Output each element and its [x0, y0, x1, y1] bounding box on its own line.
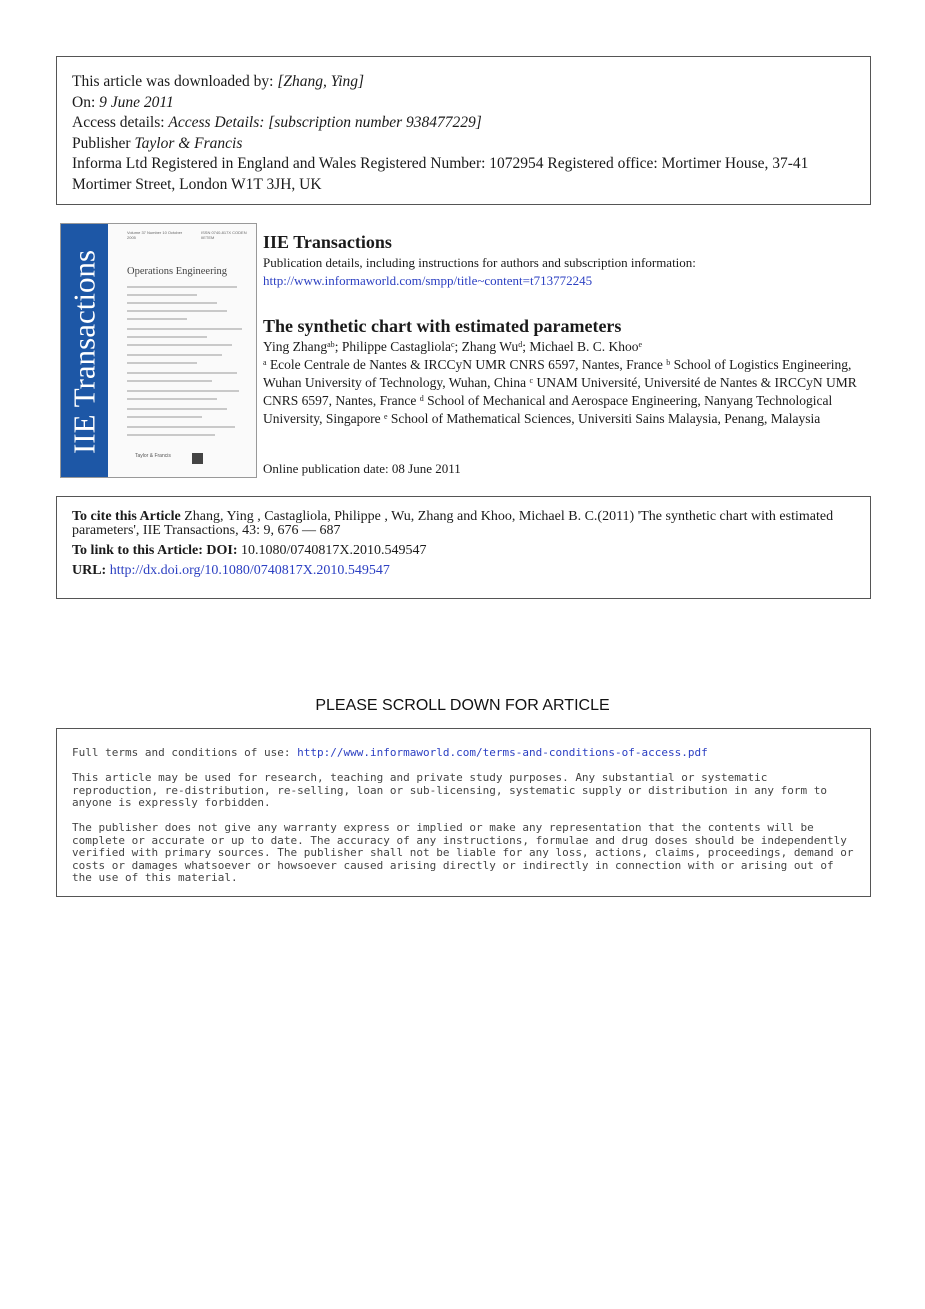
doi-label: To link to this Article: DOI: — [72, 543, 238, 558]
citation-box — [56, 496, 871, 599]
terms-url-link[interactable]: http://www.informaworld.com/terms-and-conditions-of-access.pdf — [297, 746, 708, 759]
cover-text-line — [127, 344, 232, 346]
article-url-link[interactable]: http://dx.doi.org/10.1080/0740817X.2010.549547 — [106, 563, 390, 578]
scroll-notice: PLEASE SCROLL DOWN FOR ARTICLE — [315, 697, 610, 714]
cover-text-line — [127, 434, 215, 436]
download-info-box — [56, 56, 871, 205]
article-title: The synthetic chart with estimated parameters — [263, 316, 622, 336]
author-separator: ; — [522, 339, 530, 354]
author-separator: ; — [454, 339, 462, 354]
url-line — [72, 564, 855, 578]
access-details-line — [72, 113, 855, 134]
cite-line — [72, 510, 855, 538]
author-separator: ; — [334, 339, 342, 354]
downloaded-by-value: [Zhang, Ying] — [277, 73, 365, 90]
cover-text-line — [127, 294, 197, 296]
cover-issn-line: ISSN 0740-817X CODEN IIETEM — [201, 230, 247, 240]
affiliation-text: Ecole Centrale de Nantes & IRCCyN UMR CNRS 6597, Nantes, France — [266, 357, 667, 372]
download-date-value: 9 June 2011 — [99, 93, 174, 111]
author-list — [263, 338, 863, 356]
cover-text-line — [127, 336, 207, 338]
terms-paragraph-1: This article may be used for research, teaching and private study purposes. Any substantial or systematic reproduction, re-distribution, re-selling, loan or sub-licensing, systematic supply or distribution in any form to anyone is expressly forbidden. — [72, 771, 827, 809]
download-date-label: On: — [72, 93, 96, 111]
affiliation-text: School of Logistics Engineering, Wuhan University of Technology, Wuhan, China — [263, 357, 852, 390]
cover-text-line — [127, 318, 187, 320]
affiliation-text: School of Mathematical Sciences, Universiti Sains Malaysia, Penang, Malaysia — [387, 411, 821, 426]
terms-box — [56, 728, 871, 897]
url-label: URL: — [72, 563, 107, 578]
author-sup: c — [450, 340, 455, 349]
affiliation-text: UNAM Université, Université de Nantes & IRCCyN UMR CNRS 6597, Nantes, France — [263, 375, 857, 408]
journal-cover-image — [60, 223, 257, 478]
cover-heading: Operations Engineering — [127, 266, 228, 277]
doi-value: 10.1080/0740817X.2010.549547 — [237, 543, 427, 558]
journal-url-link[interactable]: http://www.informaworld.com/smpp/title~content=t713772245 — [263, 273, 593, 288]
access-details-value: Access Details: [subscription number 938477229] — [168, 114, 482, 131]
downloaded-by-line — [72, 72, 855, 93]
author-name: Philippe Castagliola — [341, 339, 451, 354]
article-info — [263, 314, 863, 428]
cover-spine-title: IIE Transactions — [66, 249, 102, 455]
access-details-label: Access details: — [72, 114, 165, 131]
publication-details: Publication details, including instructions for authors and subscription information: — [263, 255, 696, 270]
publisher-line — [72, 134, 855, 155]
online-publication-date: Online publication date: 08 June 2011 — [263, 461, 461, 476]
affiliation-sup: a — [263, 358, 267, 367]
publisher-label: Publisher — [72, 134, 131, 152]
cover-text-line — [127, 380, 212, 382]
journal-info — [263, 230, 863, 290]
cover-text-line — [127, 372, 237, 374]
author-name: Michael B. C. Khoo — [529, 339, 639, 354]
publisher-value: Taylor & Francis — [134, 134, 243, 152]
affiliation-sup: c — [529, 376, 534, 385]
cover-text-line — [127, 416, 202, 418]
cover-text-line — [127, 398, 217, 400]
author-name: Ying Zhang — [263, 339, 328, 354]
affiliation-sup: e — [383, 412, 388, 421]
cover-text-line — [127, 354, 222, 356]
cover-volume-line: Volume 37 Number 10 October 2005 — [127, 230, 183, 240]
author-sup: e — [638, 340, 643, 349]
cover-text-line — [127, 310, 227, 312]
author-sup: ab — [327, 340, 335, 349]
cover-publisher-logo: Taylor & Francis — [135, 453, 171, 459]
author-sup: d — [518, 340, 523, 349]
publisher-logo-icon — [192, 453, 203, 464]
affiliations — [263, 356, 863, 428]
download-date-line — [72, 93, 855, 114]
terms-line — [72, 747, 855, 760]
cover-text-line — [127, 328, 242, 330]
cover-text-line — [127, 426, 235, 428]
cite-label: To cite this Article — [72, 509, 181, 524]
downloaded-by-label: This article was downloaded by: — [72, 73, 274, 90]
cover-text-line — [127, 408, 227, 410]
cover-text-line — [127, 390, 239, 392]
cover-text-line — [127, 362, 197, 364]
cover-text-line — [127, 286, 237, 288]
terms-label: Full terms and conditions of use: — [72, 746, 298, 759]
cite-text: Zhang, Ying , Castagliola, Philippe , Wu, Zhang and Khoo, Michael B. C.(2011) 'The synthetic chart with estimated parameters', IIE Transactions, 43: 9, 676 — 687 — [72, 509, 834, 538]
registration-text: Informa Ltd Registered in England and Wales Registered Number: 1072954 Registered office: Mortimer House, 37-41 Mortimer Street, London W1T 3JH, UK — [72, 155, 809, 193]
doi-line — [72, 544, 855, 558]
terms-paragraph-2: The publisher does not give any warranty express or implied or make any representation that the contents will be complete or accurate or up to date. The accuracy of any instructions, formulae and drug doses should be independently verified with primary sources. The publisher shall not be liable for any loss, actions, claims, proceedings, demand or costs or damages whatsoever or howsoever caused arising directly or indirectly in connection with or arising out of the use of this material. — [72, 821, 854, 884]
journal-title: IIE Transactions — [263, 232, 392, 252]
author-name: Zhang Wu — [461, 339, 519, 354]
affiliation-sup: b — [666, 358, 671, 367]
affiliation-text: School of Mechanical and Aerospace Engineering, Nanyang Technological University, Singapore — [263, 393, 833, 426]
cover-text-line — [127, 302, 217, 304]
affiliation-sup: d — [419, 394, 424, 403]
